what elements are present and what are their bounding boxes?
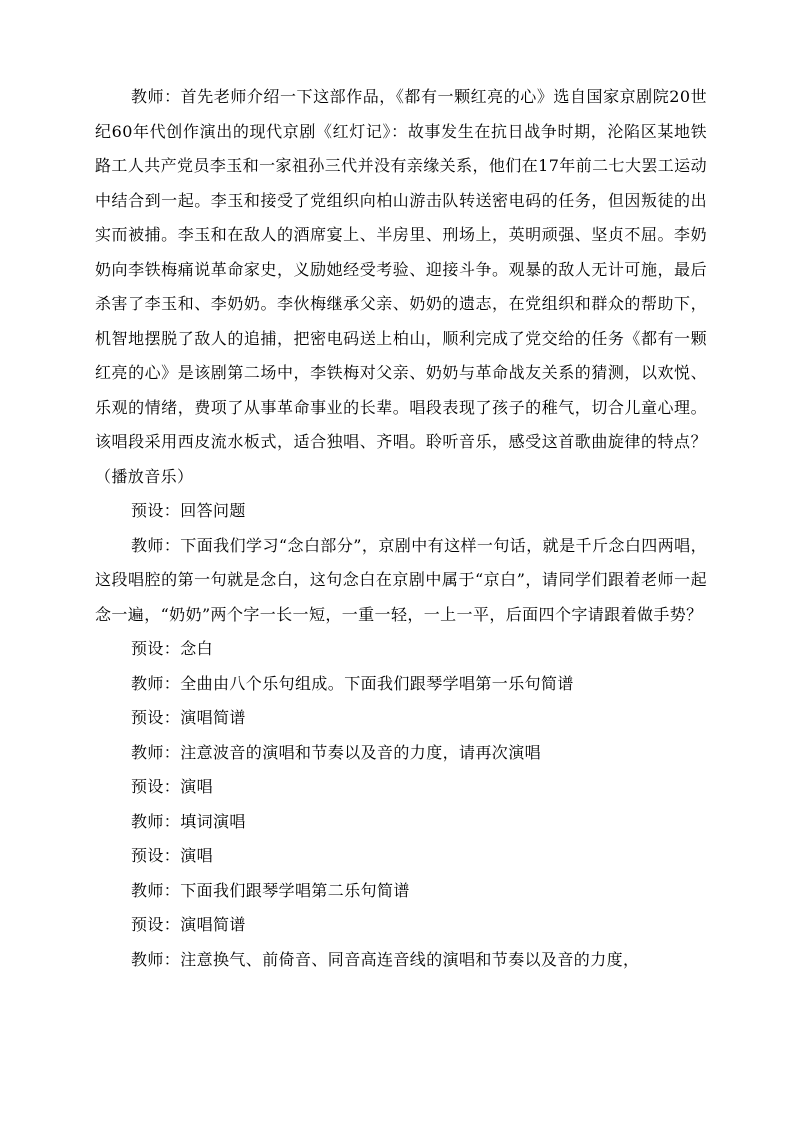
paragraph-recitation-section: 教师：下面我们学习“念白部分”，京剧中有这样一句话，就是千斤念白四两唱，这段唱腔的第一句就是念白，这句念白在京剧中属于“京白”，请同学们跟着老师一起念一遍，“奶奶”两个字一长一短，一重一轻，一上一平，后面四个字请跟着做手势？: [95, 535, 707, 624]
paragraph-preset-answer: 预设：回答问题: [131, 501, 246, 520]
paragraph-preset-recitation: 预设：念白: [131, 639, 214, 658]
paragraph-first-phrase: 教师：全曲由八个乐句组成。下面我们跟琴学唱第一乐句简谱: [131, 673, 574, 693]
paragraph-mordent-instruction: 教师：注意波音的演唱和节奏以及音的力度，请再次演唱: [131, 742, 542, 762]
paragraph-preset-sing-notation-2: 预设：演唱简谱: [131, 915, 246, 934]
paragraph-breathing-instruction: 教师：注意换气、前倚音、同音高连音线的演唱和节奏以及音的力度，: [131, 949, 640, 969]
paragraph-preset-sing-notation: 预设：演唱简谱: [131, 708, 246, 727]
paragraph-work-introduction: 教师：首先老师介绍一下这部作品，《都有一颗红亮的心》选自国家京剧院20世纪60年代创作演出的现代京剧《红灯记》：故事发生在抗日战争时期，沦陷区某地铁路工人共产党员李玉和一家祖孙三代并没有亲缘关系，他们在17年前二七大罢工运动中结合到一起。李玉和接受了党组织向柏山游击队转送密电码的任务，但因叛徒的出实而被捕。李玉和在敌人的酒席宴上、半房里、刑场上，英明顽强、坚贞不屈。李奶奶向李铁梅痛说革命家史，义励她经受考验、迎接斗争。观暴的敌人无计可施，最后杀害了李玉和、李奶奶。李伙梅继承父亲、奶奶的遗志，在党组织和群众的帮助下，机智地摆脱了敌人的追捕，把密电码送上柏山，顺利完成了党交给的任务《都有一颗红亮的心》是该剧第二场中，李铁梅对父亲、奶奶与革命战友关系的猜测，以欢悦、乐观的情绪，费项了从事革命事业的长辈。唱段表现了孩子的稚气，切合儿童心理。该唱段采用西皮流水板式，适合独唱、齐唱。聆听音乐，感受这首歌曲旋律的特点？（播放音乐）: [95, 87, 707, 486]
paragraph-lyrics-singing: 教师：填词演唱: [131, 811, 246, 831]
paragraph-second-phrase: 教师：下面我们跟琴学唱第二乐句简谱: [131, 880, 410, 900]
paragraph-preset-sing: 预设：演唱: [131, 777, 214, 796]
document-body: [95, 80, 707, 977]
paragraph-preset-sing-2: 预设：演唱: [131, 846, 214, 865]
